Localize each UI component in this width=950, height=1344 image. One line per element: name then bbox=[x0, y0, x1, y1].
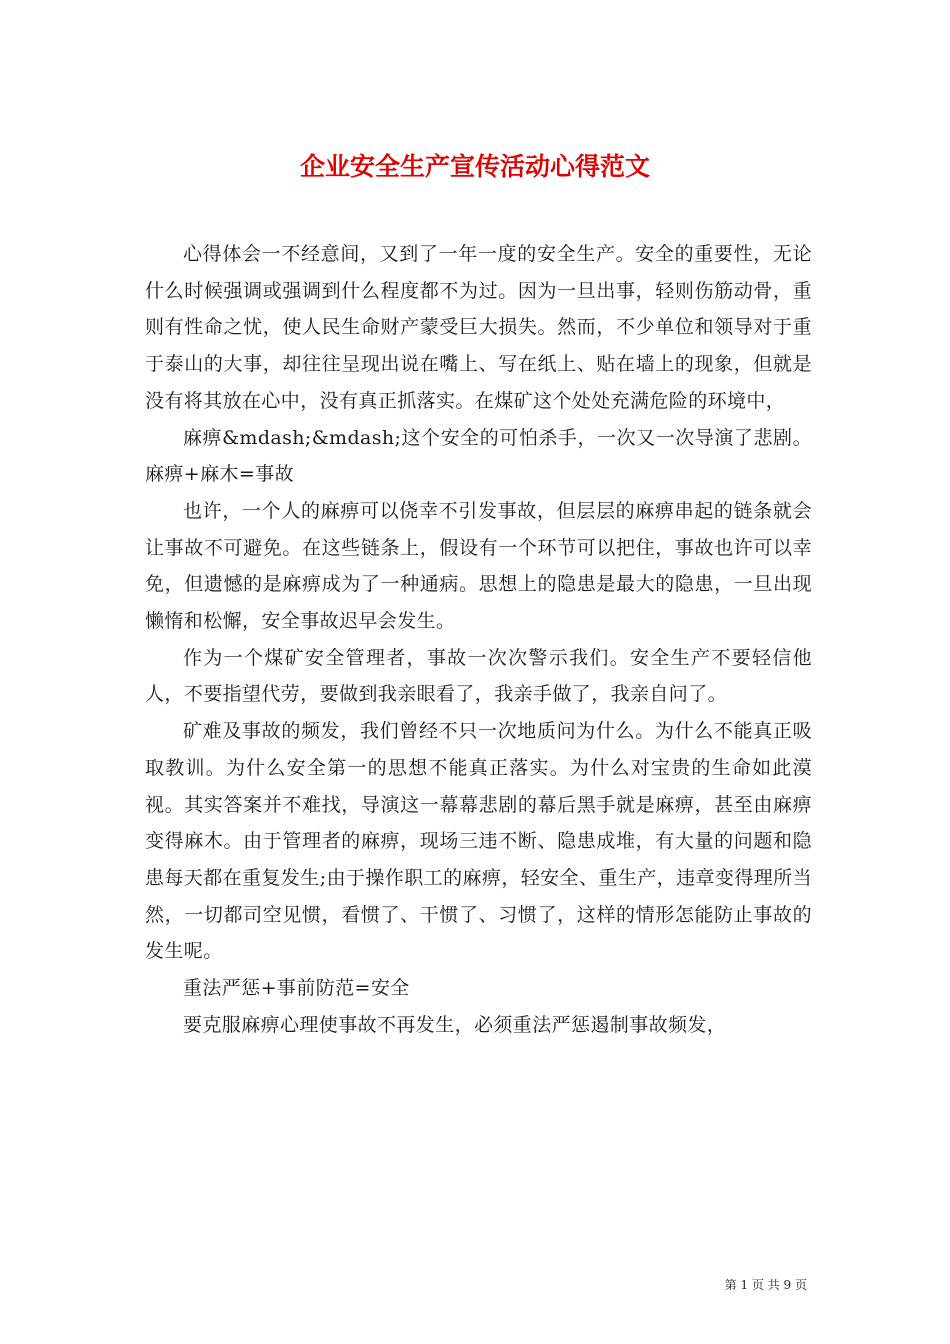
page-number: 第 1 页 共 9 页 bbox=[724, 1278, 807, 1292]
paragraph: 要克服麻痹心理使事故不再发生，必须重法严惩遏制事故频发， bbox=[183, 1013, 727, 1036]
paragraph: 麻痹&mdash;&mdash;这个安全的可怕杀手，一次又一次导演了悲剧。麻痹+麻木=事故 bbox=[145, 426, 812, 486]
paragraph: 也许，一个人的麻痹可以侥幸不引发事故，但层层的麻痹串起的链条就会让事故不可避免。在这些链条上，假设有一个环节可以把住，事故也许可以幸免，但遗憾的是麻痹成为了一种通病。思想上的隐患是最大的隐患，一旦出现懒惰和松懈，安全事故迟早会发生。 bbox=[145, 499, 812, 633]
page-title: 企业安全生产宣传活动心得范文 bbox=[299, 151, 650, 181]
paragraph: 作为一个煤矿安全管理者，事故一次次警示我们。安全生产不要轻信他人，不要指望代劳，要做到我亲眼看了，我亲手做了，我亲自问了。 bbox=[145, 646, 812, 706]
document-body bbox=[145, 236, 812, 1043]
paragraph: 重法严惩+事前防范=安全 bbox=[183, 977, 410, 1000]
paragraph: 心得体会一不经意间，又到了一年一度的安全生产。安全的重要性，无论什么时候强调或强调到什么程度都不为过。因为一旦出事，轻则伤筋动骨，重则有性命之忧，使人民生命财产蒙受巨大损失。然而，不少单位和领导对于重于泰山的大事，却往往呈现出说在嘴上、写在纸上、贴在墙上的现象，但就是没有将其放在心中，没有真正抓落实。在煤矿这个处处充满危险的环境中， bbox=[145, 243, 812, 412]
paragraph: 矿难及事故的频发，我们曾经不只一次地质问为什么。为什么不能真正吸取教训。为什么安全第一的思想不能真正落实。为什么对宝贵的生命如此漠视。其实答案并不难找，导演这一幕幕悲剧的幕后黑手就是麻痹，甚至由麻痹变得麻木。由于管理者的麻痹，现场三违不断、隐患成堆，有大量的问题和隐患每天都在重复发生;由于操作职工的麻痹，轻安全、重生产，违章变得理所当然，一切都司空见惯，看惯了、干惯了、习惯了，这样的情形怎能防止事故的发生呢。 bbox=[145, 720, 812, 963]
